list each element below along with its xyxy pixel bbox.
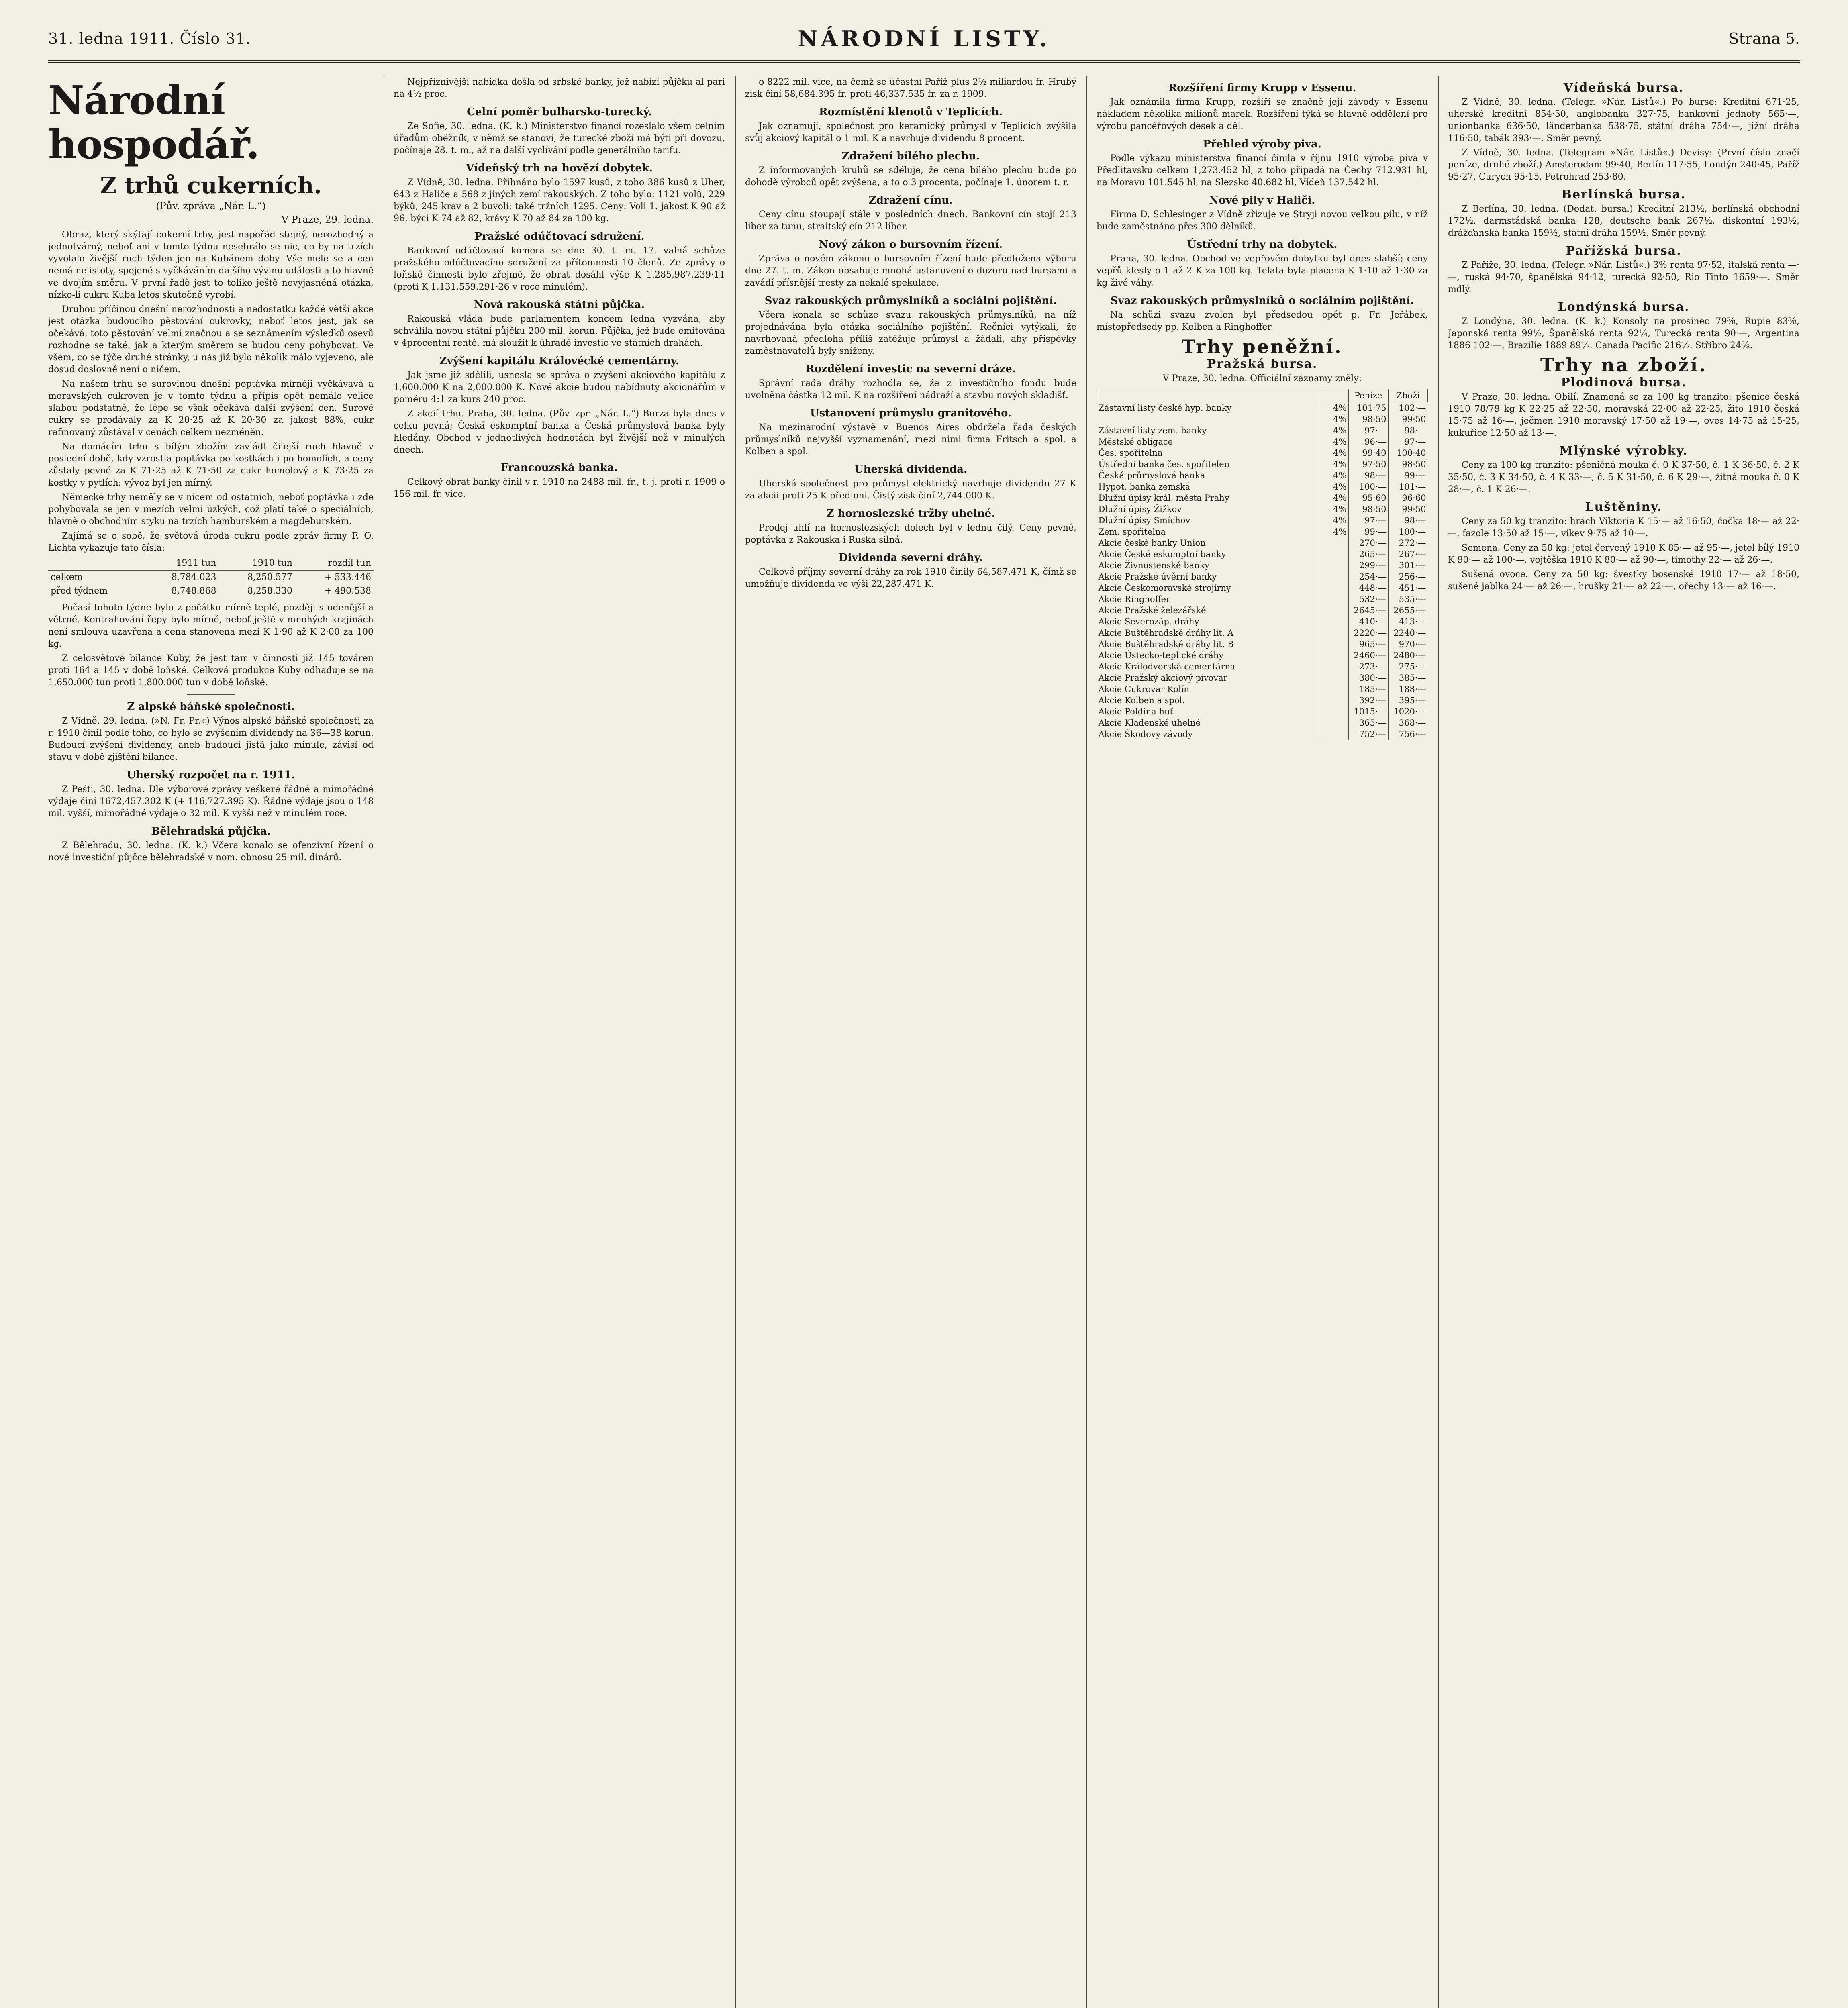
paragraph: Praha, 30. ledna. Obchod ve vepřovém dobytku byl dnes slabší; ceny vepřů klesly o 1 až 2 K za 100 kg. Telata byla placena K 1·10 až 1·30 za kg živé váhy. — [1097, 254, 1428, 288]
table-header-cell: 1911 tun — [143, 557, 218, 571]
table-cell: 2655·— — [1388, 605, 1428, 616]
table-cell: 4% — [1319, 470, 1348, 481]
table-cell: 4% — [1319, 504, 1348, 515]
table-cell: 2220·— — [1348, 627, 1388, 639]
issue-date: 31. ledna 1911. Číslo 31. — [48, 30, 251, 47]
paragraph: Na domácím trhu s bílým zbožím zavládl čilejší ruch hlavně v poslední době, kdy vzrostla poptávka po kostkách i po homolích, a ceny zůstaly pevné za K 71·25 až K 71·50 za cukr homolový a K 73·25 za kostky v pytlích; vývoz byl jen mírný. — [48, 442, 374, 488]
paragraph: Z celosvětové bilance Kuby, že jest tam v činnosti již 145 továren proti 164 a 145 v době loňské. Celková produkce Kuby odhaduje se na 1,650.000 tun proti 1,800.000 tun v době loňské. — [48, 653, 374, 688]
table-row — [1097, 717, 1428, 729]
table-cell: 4% — [1319, 436, 1348, 447]
newspaper-title: NÁRODNÍ LISTY. — [798, 26, 1050, 51]
table-cell: 392·— — [1348, 695, 1388, 706]
article-subtitle: Zvýšení kapitálu Královécké cementárny. — [439, 355, 680, 367]
table-cell: 188·— — [1388, 684, 1428, 695]
prague-bourse-table — [1097, 389, 1428, 740]
table-cell — [1319, 684, 1348, 695]
table-header-row — [48, 557, 374, 571]
table-cell: 256·— — [1388, 571, 1428, 582]
table-cell: 965·— — [1348, 639, 1388, 650]
table-cell: 4% — [1319, 515, 1348, 526]
paragraph: Ceny cínu stoupají stále v posledních dnech. Bankovní cín stojí 213 liber za tunu, straitský cín 212 liber. — [745, 210, 1076, 232]
table-cell: 4% — [1319, 526, 1348, 537]
article-dateline: V Praze, 29. ledna. — [281, 214, 374, 225]
paragraph: Firma D. Schlesinger z Vídně zřizuje ve Stryji novou velkou pilu, v níž bude zaměstnáno přes 300 dělníků. — [1097, 210, 1428, 232]
table-row — [1097, 504, 1428, 515]
table-cell: 102·— — [1388, 402, 1428, 414]
table-cell — [1319, 729, 1348, 740]
table-cell: Akcie Ústecko-teplické dráhy — [1098, 651, 1224, 660]
table-header-cell: 1910 tun — [219, 557, 295, 571]
table-cell — [1319, 672, 1348, 684]
table-cell: Akcie Pražské železářské — [1098, 606, 1206, 615]
table-cell: Ústřední banka čes. spořitelen — [1098, 459, 1230, 469]
table-row — [1097, 650, 1428, 661]
article-subtitle: Nový zákon o bursovním řízení. — [819, 239, 1003, 251]
table-cell: 448·— — [1348, 582, 1388, 594]
column-rule — [1438, 76, 1439, 2008]
paragraph: Jak oznámila firma Krupp, rozšíří se značně její závody v Essenu nákladem několika milionů marek. Rozšíření týká se hlavně oddělení pro výrobu pancéřových desek a děl. — [1097, 97, 1428, 131]
table-cell: 98·50 — [1388, 459, 1428, 470]
table-cell: 275·— — [1388, 661, 1428, 672]
table-row — [1097, 526, 1428, 537]
table-cell: 97·— — [1348, 515, 1388, 526]
paragraph: Jak oznamují, společnost pro keramický průmysl v Teplicích zvýšila svůj akciový kapitál o 1 mil. K a navrhuje dividendu 8 procent. — [745, 121, 1076, 143]
table-cell: Čes. spořitelna — [1098, 448, 1163, 458]
paragraph: Semena. Ceny za 50 kg: jetel červený 1910 K 85·— až 95·—, jetel bílý 1910 K 90·— až 100·—, vojtěška 1910 K 80·— až 90·—, timothy 22·— až 26·—. — [1448, 543, 1799, 565]
table-cell: 95·60 — [1348, 492, 1388, 504]
column-5 — [1448, 76, 1799, 2008]
table-row — [1097, 537, 1428, 549]
table-cell: 4% — [1319, 492, 1348, 504]
subsection-title: Plodinová bursa. — [1561, 375, 1687, 390]
table-cell: Zástavní listy zem. banky — [1098, 426, 1207, 435]
table-cell: celkem — [51, 572, 83, 582]
paragraph: Z informovaných kruhů se sděluje, že cena bílého plechu bude po dohodě výrobců opět zvýšena, a to o 3 procenta, počínaje 1. únorem t. r. — [745, 165, 1076, 188]
table-cell: 8,250.577 — [247, 572, 292, 582]
subsection-title: Pařížská bursa. — [1566, 244, 1682, 258]
table-cell: 98·50 — [1348, 414, 1388, 425]
table-cell — [1319, 661, 1348, 672]
subsection-title: Mlýnské výrobky. — [1559, 444, 1688, 458]
table-cell: 2645·— — [1348, 605, 1388, 616]
table-cell — [1319, 706, 1348, 717]
table-row — [1097, 605, 1428, 616]
table-row — [1097, 515, 1428, 526]
table-row — [1097, 425, 1428, 436]
table-row — [1097, 695, 1428, 706]
table-cell: 532·— — [1348, 594, 1388, 605]
table-row — [1097, 639, 1428, 650]
article-subtitle: Nové pily v Haliči. — [1209, 194, 1315, 206]
table-cell: Akcie Pražské úvěrní banky — [1098, 572, 1217, 582]
paragraph: Prodej uhlí na hornoslezských dolech byl v lednu čilý. Ceny pevné, poptávka z Rakouska i Ruska silná. — [745, 523, 1076, 545]
table-cell — [1319, 717, 1348, 729]
table-row — [1097, 481, 1428, 492]
table-cell: 97·— — [1348, 425, 1388, 436]
table-cell: 365·— — [1348, 717, 1388, 729]
subsection-title: Berlínská bursa. — [1561, 188, 1686, 202]
paragraph: Ceny za 50 kg tranzito: hrách Viktoria K 15·— až 16·50, čočka 18·— až 22·—, fazole 13·50 až 15·—, vikev 9·75 až 10·—. — [1448, 516, 1799, 539]
table-cell — [1319, 571, 1348, 582]
table-cell — [1319, 650, 1348, 661]
article-subtitle: Vídeňský trh na hovězí dobytek. — [466, 162, 653, 174]
table-cell: 4% — [1319, 447, 1348, 459]
table-cell: 8,784.023 — [171, 572, 216, 582]
paragraph: Bankovní odúčtovací komora se dne 30. t. m. 17. valná schůze pražského odúčtovacího sdružení za přítomnosti 10 členů. Ze zprávy o loňské činnosti bylo zřejmé, že obrat dosáhl výše K 1.285,987.239·11 (proti K 1.131,559.291·26 v roce minulém). — [394, 246, 725, 292]
table-cell: 756·— — [1388, 729, 1428, 740]
paragraph: Zajímá se o sobě, že světová úroda cukru podle zpráv firmy F. O. Lichta vykazuje tato čísla: — [48, 531, 374, 553]
paragraph: Zpráva o novém zákonu o bursovním řízení bude předložena výboru dne 27. t. m. Zákon obsahuje mnohá ustanovení o dozoru nad bursami a zavádí přísnější tresty za nekalé spekulace. — [745, 254, 1076, 288]
table-cell: 100·40 — [1388, 447, 1428, 459]
subsection-title: Londýnská bursa. — [1558, 300, 1690, 314]
table-cell — [1097, 414, 1319, 425]
table-cell: Akcie české banky Union — [1098, 538, 1206, 548]
table-cell: 4% — [1319, 414, 1348, 425]
article-subtitle: Přehled výroby piva. — [1203, 138, 1321, 150]
article-subtitle: Dividenda severní dráhy. — [839, 552, 983, 564]
table-cell: 4% — [1319, 481, 1348, 492]
table-row — [1097, 616, 1428, 627]
table-cell — [1319, 616, 1348, 627]
subsection-title: Pražská bursa. — [1207, 357, 1318, 371]
article-subtitle: Zdražení cínu. — [868, 194, 953, 206]
table-cell: Akcie Kolben a spol. — [1098, 696, 1185, 705]
table-cell: 99·40 — [1348, 447, 1388, 459]
table-cell: Akcie Ringhoffer — [1098, 594, 1170, 604]
table-cell: + 490.538 — [324, 586, 371, 596]
paragraph: Rakouská vláda bude parlamentem koncem ledna vyzvána, aby schválila novou státní půjčku 200 mil. korun. Půjčka, jež bude emitována v 4procentní rentě, má sloužit k úhradě investic ve státních drahách. — [394, 314, 725, 348]
article-subtitle: Zdražení bílého plechu. — [841, 150, 980, 162]
paragraph: Celkový obrat banky činil v r. 1910 na 2488 mil. fr., t. j. proti r. 1909 o 156 mil. fr. více. — [394, 477, 725, 499]
table-cell: 100·— — [1348, 481, 1388, 492]
table-header-row — [1097, 389, 1428, 402]
table-cell: 98·— — [1388, 425, 1428, 436]
table-cell: 273·— — [1348, 661, 1388, 672]
table-header-cell: Zboží — [1388, 389, 1428, 402]
table-cell: 380·— — [1348, 672, 1388, 684]
article-subtitle: Svaz rakouských průmyslníků o sociálním pojištění. — [1110, 295, 1414, 307]
table-cell: 535·— — [1388, 594, 1428, 605]
table-row — [1097, 729, 1428, 740]
table-cell: Akcie Severozáp. dráhy — [1098, 617, 1199, 626]
article-title: Z trhů cukerních. — [100, 172, 322, 199]
table-cell: 301·— — [1388, 560, 1428, 571]
sugar-stats-table — [48, 557, 374, 598]
section-title: Trhy na zboží. — [1540, 354, 1707, 376]
table-row — [1097, 672, 1428, 684]
article-subtitle: Svaz rakouských průmyslníků a sociální pojištění. — [764, 295, 1057, 307]
table-cell: Zástavní listy české hyp. banky — [1098, 403, 1232, 413]
paragraph: Správní rada dráhy rozhodla se, že z investičního fondu bude uvolněna částka 12 mil. K na rozšíření nádraží a stavbu nových skladišť. — [745, 378, 1076, 400]
table-row — [1097, 560, 1428, 571]
paragraph: Německé trhy neměly se v nicem od ostatních, neboť poptávka i zde pohybovala se jen v mezích velmi úzkých, což platí také o speciálních, hlavně o obchodním styku na trzích hamburském a magdeburském. — [48, 492, 374, 526]
paragraph: o 8222 mil. více, na čemž se účastní Paříž plus 2½ miliardou fr. Hrubý zisk činí 58,684.395 fr. proti 46,337.535 fr. za r. 1909. — [745, 77, 1076, 99]
column-rule — [735, 76, 736, 2008]
table-cell: 410·— — [1348, 616, 1388, 627]
table-cell: 4% — [1319, 425, 1348, 436]
paragraph: Ze Sofie, 30. ledna. (K. k.) Ministerstvo financí rozeslalo všem celním úřadům oběžník, v němž se stanoví, že turecké zboží má býti při dovozu, počínaje 28. t. m., až na další vyclívání podle generálního tarifu. — [394, 121, 725, 155]
paragraph: Z Vídně, 30. ledna. (Telegram »Nár. Listů«.) Devisy: (První číslo značí peníze, druhé zboží.) Amsterodam 99·40, Berlín 117·55, Londýn 240·45, Paříž 95·27, Curych 95·15, Petrohrad 253·80. — [1448, 148, 1799, 182]
table-cell: Městské obligace — [1098, 437, 1173, 447]
table-row — [1097, 402, 1428, 414]
table-body — [1097, 402, 1428, 740]
table-cell: 254·— — [1348, 571, 1388, 582]
table-row — [1097, 684, 1428, 695]
paragraph: Z Berlína, 30. ledna. (Dodat. bursa.) Kreditní 213½, berlínská obchodní 172½, darmstádská banka 128, deutsche bank 267½, diskontní 193½, drážďanská banka 159½, státní dráha 159½. Směr pevný. — [1448, 204, 1799, 238]
paragraph: Na schůzi svazu zvolen byl předsedou opět p. Fr. Jeřábek, místopředsedy pp. Kolben a Ringhoffer. — [1097, 310, 1428, 332]
table-cell: 272·— — [1388, 537, 1428, 549]
paragraph: Uherská společnost pro průmysl elektrický navrhuje dividendu 27 K za akcii proti 25 K předloni. Čistý zisk činí 2,744.000 K. — [745, 479, 1076, 501]
table-row — [1097, 470, 1428, 481]
table-cell: 8,258.330 — [247, 586, 292, 596]
table-note: V Praze, 30. ledna. Officiální záznamy zněly: — [1162, 373, 1362, 384]
article-subtitle: Z hornoslezské tržby uhelné. — [826, 508, 995, 520]
table-cell: 299·— — [1348, 560, 1388, 571]
table-cell: 8,748.868 — [171, 586, 216, 596]
paragraph: Počasí tohoto týdne bylo z počátku mírně teplé, později studenější a větrné. Kontrahování řepy bylo mírné, neboť ještě v mnohých krajinách není smlouva uzavřena a cena stanovena mezi K 1·90 až K 2·00 za 100 kg. — [48, 603, 374, 649]
table-cell: 385·— — [1388, 672, 1428, 684]
table-cell: Akcie Kladenské uhelné — [1098, 718, 1201, 728]
table-cell: 185·— — [1348, 684, 1388, 695]
table-cell: 4% — [1319, 402, 1348, 414]
article-subtitle: Celní poměr bulharsko-turecký. — [467, 106, 652, 118]
table-cell: 97·50 — [1348, 459, 1388, 470]
page-number: Strana 5. — [1728, 30, 1800, 47]
table-row — [1097, 414, 1428, 425]
article-subtitle: Bělehradská půjčka. — [151, 825, 271, 837]
article-subtitle: Rozmístění klenotů v Teplicích. — [819, 106, 1003, 118]
table-header-cell — [48, 557, 143, 571]
table-cell: 368·— — [1388, 717, 1428, 729]
table-cell: 99·50 — [1388, 414, 1428, 425]
table-cell: 96·60 — [1388, 492, 1428, 504]
table-cell: 270·— — [1348, 537, 1388, 549]
section-masthead: Národní hospodář. — [48, 78, 259, 168]
table-cell: před týdnem — [51, 586, 108, 596]
paragraph: Podle výkazu ministerstva financí činila v říjnu 1910 výroba piva v Předlitavsku celkem 1,273.452 hl, z toho připadá na Čechy 712.931 hl, na Moravu 101.545 hl, na Slezsko 40.682 hl, Vídeň 137.542 hl. — [1097, 153, 1428, 188]
table-cell: Akcie Buštěhradské dráhy lit. A — [1098, 628, 1234, 638]
paragraph: Druhou příčinou dnešní nerozhodnosti a nedostatku každé větší akce jest otázka budoucího pěstování cukrovky, neboť letos jest, jak se očekává, toto pěstování velmi značnou a se seznámením výsledků osevů rozhodne se také, jak a kterým směrem se budou ceny pohybovat. Ve všem, co se týče druhé stránky, u nás již bylo několik málo vyjeveno, ale dosud doslovně není o ničem. — [48, 304, 374, 375]
article-subtitle: Francouzská banka. — [501, 462, 618, 474]
article-subtitle: Rozdělení investic na severní dráze. — [806, 363, 1016, 375]
table-cell — [1319, 560, 1348, 571]
table-header-cell: Peníze — [1348, 389, 1388, 402]
paragraph: Z Vídně, 30. ledna. Přihnáno bylo 1597 kusů, z toho 386 kusů z Uher, 643 z Haliče a 568 z jiných zemí rakouských. Z toho bylo: 1121 volů, 229 býků, 245 krav a 2 buvoli; také tržních 1295. Ceny: Voli 1. jakost K 90 až 96, býci K 74 až 82, krávy K 70 až 84 za 100 kg. — [394, 178, 725, 224]
column-4 — [1097, 76, 1428, 2008]
table-cell: Akcie Českomoravské strojírny — [1098, 583, 1231, 593]
subsection-title: Vídeňská bursa. — [1563, 81, 1684, 95]
running-header — [48, 24, 1800, 63]
table-cell: 2460·— — [1348, 650, 1388, 661]
paragraph: Z Bělehradu, 30. ledna. (K. k.) Včera konalo se ofenzivní řízení o nové investiční půjčce bělehradské v nom. obnosu 25 mil. dinárů. — [48, 841, 374, 863]
column-1 — [48, 76, 374, 2008]
table-cell: Akcie Králodvorská cementárna — [1098, 662, 1235, 671]
article-subtitle: Ústřední trhy na dobytek. — [1187, 239, 1338, 251]
paragraph: V Praze, 30. ledna. Obilí. Znamená se za 100 kg tranzito: pšenice česká 1910 78/79 kg K 22·25 až 22·50, moravská 22·00 až 22·25, žito 1910 česká 15·75 až 16·—, ječmen 1910 moravský 17·50 až 19·—, oves 14·75 až 15·25, kukuřice 12·50 až 13·—. — [1448, 392, 1799, 438]
column-3 — [745, 76, 1076, 2008]
table-cell: Dlužní úpisy Žižkov — [1098, 504, 1182, 514]
table-row — [1097, 459, 1428, 470]
paragraph: Celkové příjmy severní dráhy za rok 1910 činily 64,587.471 K, čímž se umožňuje dividenda ve výši 22,287.471 K. — [745, 567, 1076, 589]
paragraph: Na mezinárodní výstavě v Buenos Aires obdržela řada českých průmyslníků nejvyšší vyznamenání, mezi nimi firma Fritsch a spol. a Kolben a spol. — [745, 422, 1076, 457]
table-row — [1097, 447, 1428, 459]
table-cell: Česká průmyslová banka — [1098, 471, 1205, 480]
table-cell: 413·— — [1388, 616, 1428, 627]
paragraph: Obraz, který skýtají cukerní trhy, jest napořád stejný, nerozhodný a jednotvárný, neboť ani v tomto týdnu nesehrálo se nic, co by na trzích vyvolalo živější ruch týden jen na Kubánem doby. Vše mele se a cen nemá nejistoty, spojené s vyčkáváním dalšího vývinu události a to hlavně ve dvojím směru. V první řadě jest to toliko ještě nevyjasněná otázka, nízko-li cukru Kuba letos skutečně vyrobí. — [48, 230, 374, 300]
table-cell: 752·— — [1348, 729, 1388, 740]
article-subtitle: Uherská dividenda. — [854, 463, 968, 475]
table-cell: 98·50 — [1348, 504, 1388, 515]
table-cell: 1015·— — [1348, 706, 1388, 717]
table-cell — [1319, 582, 1348, 594]
table-cell: 970·— — [1388, 639, 1428, 650]
table-cell: 98·— — [1388, 515, 1428, 526]
column-rule — [1086, 76, 1087, 2008]
table-cell: 1020·— — [1388, 706, 1428, 717]
table-cell: Akcie České eskomptní banky — [1098, 549, 1226, 559]
table-cell — [1319, 639, 1348, 650]
table-cell: Akcie Živnostenské banky — [1098, 561, 1210, 570]
table-cell — [1319, 605, 1348, 616]
paragraph: Z Vídně, 30. ledna. (Telegr. »Nár. Listů«.) Po burse: Kreditní 671·25, uherské kreditní 854·50, anglobanka 327·75, bankovní jednoty 565·—, unionbanka 636·50, länderbanka 538·75, státní dráha 754·—, jižní dráha 116·50, tabák 393·—. Směr pevný. — [1448, 97, 1799, 143]
table-row — [1097, 549, 1428, 560]
table-cell: 96·— — [1348, 436, 1388, 447]
column-2 — [394, 76, 725, 2008]
table-cell: 395·— — [1388, 695, 1428, 706]
table-cell: Akcie Cukrovar Kolín — [1098, 684, 1189, 694]
table-row — [48, 584, 374, 598]
table-cell: 100·— — [1388, 526, 1428, 537]
table-cell: Dlužní úpisy Smíchov — [1098, 516, 1190, 525]
table-header-cell — [1319, 389, 1348, 402]
table-row — [1097, 627, 1428, 639]
table-cell: 98·— — [1348, 470, 1388, 481]
section-title: Trhy peněžní. — [1182, 336, 1343, 357]
table-cell — [1319, 594, 1348, 605]
subsection-title: Luštěniny. — [1585, 500, 1662, 514]
article-subtitle: Z alpské báňské společnosti. — [127, 701, 295, 713]
table-cell: 97·— — [1388, 436, 1428, 447]
paragraph: Z Pešti, 30. ledna. Dle výborové zprávy veškeré řádné a mimořádné výdaje činí 1672,457.302 K (+ 116,727.395 K). Řádné výdaje jsou o 148 mil. vyšší, mimořádné výdaje o 32 mil. K vyšší než v minulém roce. — [48, 784, 374, 818]
article-subtitle: Nová rakouská státní půjčka. — [474, 299, 645, 311]
table-row — [48, 571, 374, 585]
paragraph: Z akcií trhu. Praha, 30. ledna. (Pův. zpr. „Nár. L.“) Burza byla dnes v celku pevná; Česká eskomptní banka a Česká průmyslová banka byly hledány. Obchod v jednotlivých hodnotách byl živější než v minulých dnech. — [394, 409, 725, 455]
article-subtitle: Ustanovení průmyslu granitového. — [810, 407, 1012, 419]
paragraph: Z Londýna, 30. ledna. (K. k.) Konsoly na prosinec 79⅝, Rupie 83⅝, Japonská renta 99½, Španělská renta 92¼, Turecká renta 90·—, Argentina 1886 102·—, Brazilie 1889 89½, Canada Pacific 216½. Stříbro 24⅝. — [1448, 316, 1799, 351]
table-row — [1097, 594, 1428, 605]
table-cell: Akcie Škodovy závody — [1098, 729, 1193, 739]
paragraph: Nejpříznivější nabídka došla od srbské banky, jež nabízí půjčku al pari na 4½ proc. — [394, 77, 725, 99]
table-cell: 451·— — [1388, 582, 1428, 594]
table-header-cell — [1097, 389, 1319, 402]
table-row — [1097, 582, 1428, 594]
table-cell: 2240·— — [1388, 627, 1428, 639]
table-cell — [1319, 627, 1348, 639]
paragraph: Včera konala se schůze svazu rakouských průmyslníků, na níž projednávána byla otázka sociálního pojištění. Řečníci vytýkali, že navrhovaná předloha příliš zatěžuje průmysl a žádali, aby příspěvky zaměstnavatelů byly sníženy. — [745, 310, 1076, 356]
table-row — [1097, 492, 1428, 504]
table-row — [1097, 706, 1428, 717]
table-row — [1097, 571, 1428, 582]
table-cell: 99·— — [1388, 470, 1428, 481]
table-cell: Akcie Buštěhradské dráhy lit. B — [1098, 639, 1234, 649]
paragraph: Z Vídně, 29. ledna. (»N. Fr. Pr.«) Výnos alpské báňské společnosti za r. 1910 činil podle toho, co bylo se zvýšením dividendy na 36—38 korun. Budoucí zvýšení dividendy, aneb budoucí jistá jako minule, závisí od stavu v době zjištění bilance. — [48, 716, 374, 762]
paragraph: Na našem trhu se surovinou dnešní poptávka mírněji vyčkávavá a moravských cukroven je v tomto týdnu a přípis opět nemálo velice slabou podstatně, že lépe se však očekává další zvýšení cen. Surové cukry se prodávaly za K 20·25 až K 20·30 za jakost 88%, cukr rafinovaný zůstával v cenách celkem nezměněn. — [48, 379, 374, 437]
table-row — [1097, 436, 1428, 447]
paragraph: Sušená ovoce. Ceny za 50 kg: švestky bosenské 1910 17·— až 18·50, sušené jablka 24·— až 26·—, hrušky 21·— až 22·—, ořechy 13·— až 16·—. — [1448, 569, 1799, 592]
article-source: (Pův. zpráva „Nár. L.“) — [156, 200, 266, 212]
table-cell: 265·— — [1348, 549, 1388, 560]
article-subtitle: Pražské odúčtovací sdružení. — [474, 231, 645, 243]
table-cell: Zem. spořitelna — [1098, 527, 1166, 537]
table-cell: Akcie Poldina huť — [1098, 707, 1173, 716]
table-cell — [1319, 695, 1348, 706]
table-cell: Akcie Pražský akciový pivovar — [1098, 673, 1227, 683]
table-cell: Hypot. banka zemská — [1098, 482, 1190, 492]
paragraph: Jak jsme již sdělili, usnesla se správa o zvýšení akciového kapitálu z 1,600.000 K na 2,000.000 K. Nové akcie budou nabídnuty akcionářům v poměru 4:1 za kurs 240 proc. — [394, 370, 725, 404]
article-subtitle: Rozšíření firmy Krupp v Essenu. — [1168, 82, 1356, 94]
table-cell: + 533.446 — [324, 572, 371, 582]
table-cell — [1319, 537, 1348, 549]
article-subtitle: Uherský rozpočet na r. 1911. — [127, 769, 295, 781]
paragraph: Z Paříže, 30. ledna. (Telegr. »Nár. Listů«.) 3% renta 97·52, italská renta —·—, ruská 94·70, španělská 94·12, turecká 92·50, Rio Tinto 1659·—. Směr mdlý. — [1448, 260, 1799, 294]
table-header-cell: rozdíl tun — [295, 557, 374, 571]
paragraph: Ceny za 100 kg tranzito: pšeničná mouka č. 0 K 37·50, č. 1 K 36·50, č. 2 K 35·50, č. 3 K 34·50, č. 4 K 33·—, č. 5 K 31·50, č. 6 K 29·—, žitná mouka č. 0 K 28·—, č. 1 K 26·—. — [1448, 460, 1799, 494]
table-cell: 101·75 — [1348, 402, 1388, 414]
section-divider — [187, 694, 235, 695]
table-cell: 99·50 — [1388, 504, 1428, 515]
table-cell: 99·— — [1348, 526, 1388, 537]
table-cell: 101·— — [1388, 481, 1428, 492]
table-cell — [1319, 549, 1348, 560]
table-row — [1097, 661, 1428, 672]
table-cell: 4% — [1319, 459, 1348, 470]
table-cell: 2480·— — [1388, 650, 1428, 661]
table-cell: Dlužní úpisy král. města Prahy — [1098, 493, 1229, 503]
table-cell: 267·— — [1388, 549, 1428, 560]
